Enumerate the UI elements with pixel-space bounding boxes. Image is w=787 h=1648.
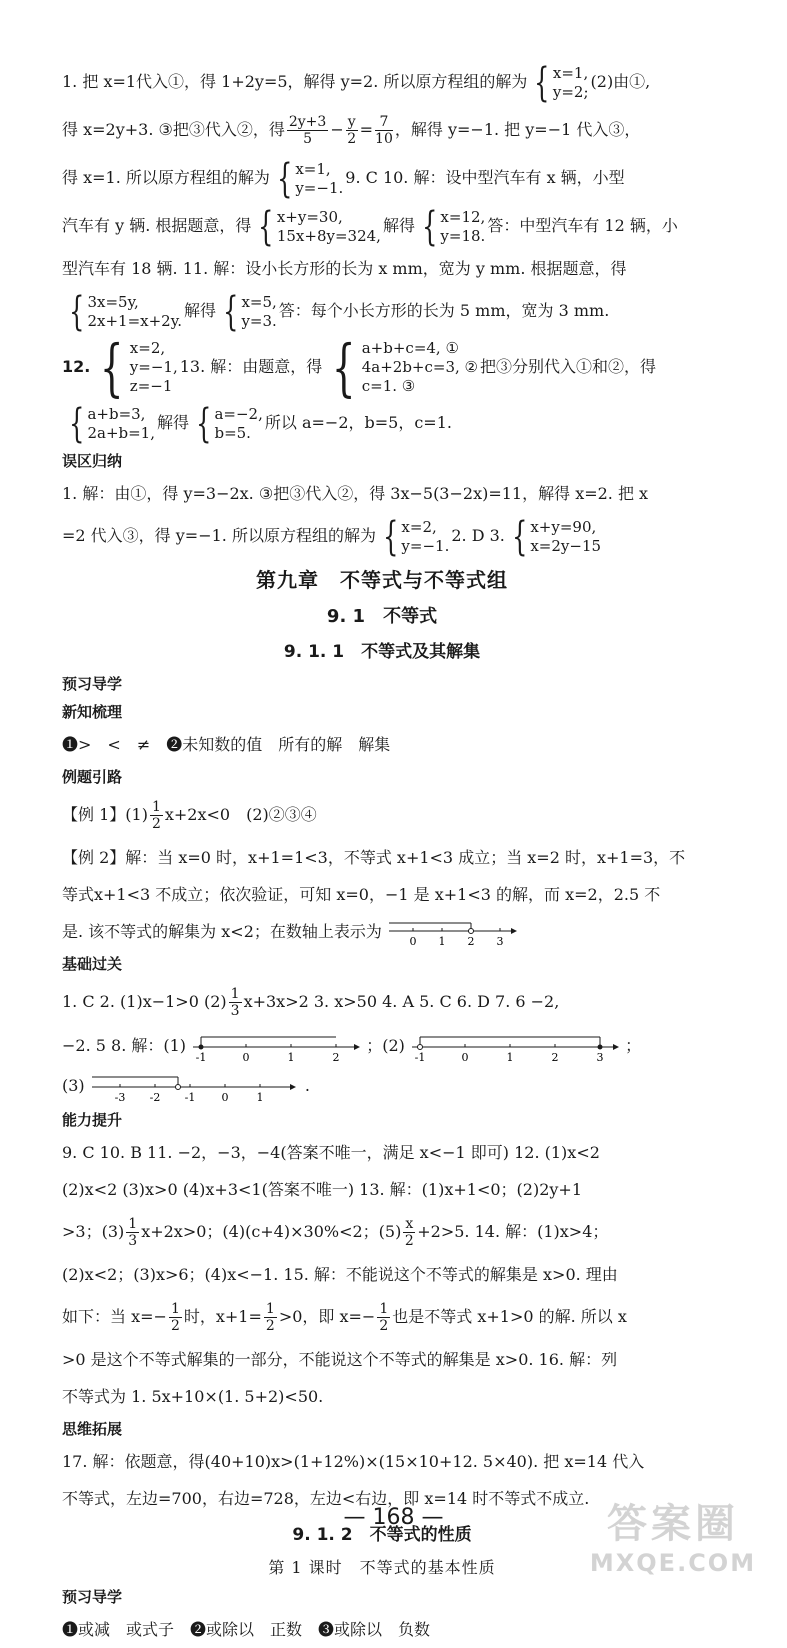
equation-system: { 3x=5y, 2x+1=x+2y.: [69, 288, 182, 335]
tick-label: 1: [438, 934, 446, 947]
section-label: 预习导学: [62, 675, 123, 693]
text-span: 也是不等式 x+1>0 的解. 所以 x: [392, 1307, 627, 1326]
text-line: [62, 791, 702, 839]
section-label: 能力提升: [62, 1111, 123, 1129]
fraction: $\frac{1}{2}$: [170, 1301, 180, 1334]
tick-label: 1: [287, 1050, 295, 1063]
number-line-2: [410, 1031, 620, 1063]
text-span: 是. 该不等式的解集为 x<2；在数轴上表示为: [62, 922, 382, 941]
fraction: $\frac{1}{2}$: [265, 1301, 275, 1334]
chapter-title: 第九章 不等式与不等式组: [256, 568, 508, 592]
text-span: >3；(3): [62, 1222, 125, 1241]
fraction: $\frac{2y+3}{5}$: [288, 114, 327, 147]
text-span: 把③分别代入①和②，得: [480, 357, 657, 376]
text-span: x+3x>2 3. x>50 4. A 5. C 6. D 7. 6 −2,: [243, 992, 560, 1011]
text-span: (3): [62, 1076, 85, 1095]
fraction: $\frac{1}{3}$: [230, 986, 240, 1019]
text-span: 2. D 3.: [451, 526, 505, 545]
fraction: $\frac{x}{2}$: [404, 1216, 414, 1249]
text-span: 1. C 2. (1)x−1>0 (2): [62, 992, 227, 1011]
watermark-url: MXQE.COM: [589, 1549, 757, 1577]
text-span: 解得: [382, 216, 415, 235]
watermark-logo: [573, 1500, 773, 1590]
fraction: $\frac{1}{2}$: [151, 799, 161, 832]
text-line: [62, 512, 702, 560]
tick-label: 0: [409, 934, 417, 947]
tick-label: 1: [256, 1090, 264, 1103]
text-span: .: [304, 1076, 310, 1095]
tick-label: -1: [195, 1050, 207, 1063]
text-span: =: [359, 120, 374, 139]
item-number: 12.: [62, 357, 91, 376]
number-line-3: [90, 1071, 300, 1103]
text-span: 【例 1】(1): [62, 805, 148, 824]
text-span: ；(2): [366, 1036, 405, 1055]
subsection-title: 9. 1. 1 不等式及其解集: [283, 642, 481, 662]
text-line: 型汽车有 18 辆. 11. 解：设小长方形的长为 x mm，宽为 y mm. 根据题意，得: [62, 259, 627, 278]
text-span: x+2x<0 (2)②③④: [164, 805, 317, 824]
equation-system: { x=5, y=3.: [223, 288, 277, 335]
equation-system: { a=−2, b=5.: [196, 400, 263, 447]
text-span: 得 x=2y+3. ③把③代入②，得: [62, 120, 285, 139]
tick-label: 3: [596, 1050, 604, 1063]
text-span: 1. 把 x=1代入①，得 1+2y=5，解得 y=2. 所以原方程组的解为: [62, 72, 528, 91]
text-line: 等式x+1<3 不成立；依次验证，可知 x=0，−1 是 x+1<3 的解，而 x=2，2.5 不: [62, 885, 661, 904]
number-line-1: [191, 1031, 361, 1063]
eq-row: x=1,: [552, 63, 589, 82]
subsection-title: 9. 1. 2 不等式的性质: [292, 1525, 472, 1545]
text-line: 不等式，左边=700，右边=728，左边<右边，即 x=14 时不等式不成立.: [62, 1489, 590, 1508]
equation-system: { x=2, y=−1, z=−1: [100, 335, 178, 399]
fraction: $\frac{y}{2}$: [347, 114, 357, 147]
equation-system: { a+b+c=4, ① 4a+2b+c=3, ② c=1. ③: [332, 335, 478, 399]
text-span: 得 x=1. 所以原方程组的解为: [62, 168, 270, 187]
text-line: [62, 1208, 702, 1256]
text-span: 解得: [183, 301, 216, 320]
text-line: >0 是这个不等式解集的一部分，不能说这个不等式的解集是 x>0. 16. 解：列: [62, 1350, 618, 1369]
fraction: $\frac{7}{10}$: [375, 114, 393, 147]
text-line: (2)x<2；(3)x>6；(4)x<−1. 15. 解：不能说这个不等式的解集是 x>0. 理由: [62, 1265, 618, 1284]
section-label: 基础过关: [62, 955, 123, 973]
lesson-title: 第 1 课时 不等式的基本性质: [268, 1558, 496, 1577]
section-title: 9. 1 不等式: [326, 606, 438, 627]
section-label: 思维拓展: [62, 1420, 123, 1438]
text-span: x+2x>0；(4)(c+4)×30%<2；(5): [141, 1222, 402, 1241]
text-span: 如下：当 x=−: [62, 1307, 167, 1326]
text-line: 9. C 10. B 11. −2，−3，−4(答案不唯一，满足 x<−1 即可) 12. (1)x<2: [62, 1143, 600, 1162]
text-line: [62, 154, 702, 202]
fraction: $\frac{1}{2}$: [379, 1301, 389, 1334]
text-span: 答：每个小长方形的长为 5 mm，宽为 3 mm.: [278, 301, 610, 320]
fraction: $\frac{1}{3}$: [128, 1216, 138, 1249]
text-span: >0，即 x=−: [278, 1307, 376, 1326]
answer-page: [62, 58, 702, 1648]
text-line: 【例 2】解：当 x=0 时，x+1=1<3，不等式 x+1<3 成立；当 x=2 时，x+1=3，不: [62, 848, 686, 867]
section-label: 例题引路: [62, 768, 123, 786]
text-line: ❶> < ≠ ❷未知数的值 所有的解 解集: [62, 735, 391, 754]
tick-label: 2: [467, 934, 475, 947]
tick-label: 2: [332, 1050, 340, 1063]
section-label: 误区归纳: [62, 452, 123, 470]
text-line: [62, 913, 702, 950]
equation-system: { x=12, y=18.: [422, 203, 486, 250]
text-line: [62, 202, 702, 250]
text-line: 1. 解：由①，得 y=3−2x. ③把③代入②，得 3x−5(3−2x)=11，解得 x=2. 把 x: [62, 484, 649, 503]
equation-system: { x=1, y=−1.: [276, 155, 344, 202]
text-line: [62, 978, 702, 1026]
text-span: 时，x+1=: [183, 1307, 262, 1326]
text-line: (2)x<2 (3)x>0 (4)x+3<1(答案不唯一) 13. 解：(1)x+1<0；(2)2y+1: [62, 1180, 583, 1199]
text-span: (2)由①,: [590, 72, 651, 91]
text-line: [62, 287, 702, 335]
text-line: [62, 1026, 702, 1066]
tick-label: 0: [221, 1090, 229, 1103]
equation-system: { x=1, y=2;: [534, 59, 589, 106]
tick-label: 3: [496, 934, 504, 947]
text-line: 17. 解：依题意，得(40+10)x>(1+12%)×(15×10+12. 5×40). 把 x=14 代入: [62, 1452, 645, 1471]
tick-label: 1: [506, 1050, 514, 1063]
text-span: 答：中型汽车有 12 辆，小: [487, 216, 678, 235]
text-line: [62, 399, 702, 447]
tick-label: -1: [184, 1090, 196, 1103]
text-span: ，解得 y=−1. 把 y=−1 代入③，: [394, 120, 641, 139]
tick-label: -3: [114, 1090, 126, 1103]
tick-label: -1: [414, 1050, 426, 1063]
text-span: ；: [625, 1036, 642, 1055]
page-number: — 168 —: [343, 1505, 444, 1530]
text-span: 13. 解：由题意，得: [179, 357, 323, 376]
text-line: 不等式为 1. 5x+10×(1. 5+2)<50.: [62, 1387, 324, 1406]
text-line: [62, 1293, 702, 1341]
number-line-ex2: [387, 919, 517, 947]
text-span: −: [330, 120, 344, 139]
text-line: [62, 1066, 702, 1106]
tick-label: 0: [461, 1050, 469, 1063]
text-span: 汽车有 y 辆. 根据题意，得: [62, 216, 252, 235]
equation-system: { x+y=90, x=2y−15: [511, 513, 602, 560]
section-label: 预习导学: [62, 1588, 123, 1606]
tick-label: 2: [551, 1050, 559, 1063]
text-span: 9. C 10. 解：设中型汽车有 x 辆，小型: [345, 168, 625, 187]
eq-row: y=2;: [552, 82, 589, 101]
section-label: 新知梳理: [62, 703, 123, 721]
tick-label: 0: [242, 1050, 250, 1063]
equation-system: { a+b=3, 2a+b=1,: [69, 400, 155, 447]
text-span: 解得: [157, 413, 190, 432]
equation-system: { x=2, y=−1.: [383, 513, 450, 560]
equation-system: { x+y=30, 15x+8y=324,: [258, 203, 381, 250]
tick-label: -2: [149, 1090, 161, 1103]
text-line: ❶或减 或式子 ❷或除以 正数 ❸或除以 负数: [62, 1620, 431, 1639]
text-span: +2>5. 14. 解：(1)x>4；: [417, 1222, 609, 1241]
text-span: =2 代入③，得 y=−1. 所以原方程组的解为: [62, 526, 376, 545]
text-span: −2. 5 8. 解：(1): [62, 1036, 187, 1055]
text-line: [62, 335, 702, 399]
text-line: [62, 106, 702, 154]
text-line: [62, 58, 702, 106]
text-span: 所以 a=−2，b=5，c=1.: [264, 413, 452, 432]
watermark-text: 答案圈: [607, 1501, 739, 1547]
